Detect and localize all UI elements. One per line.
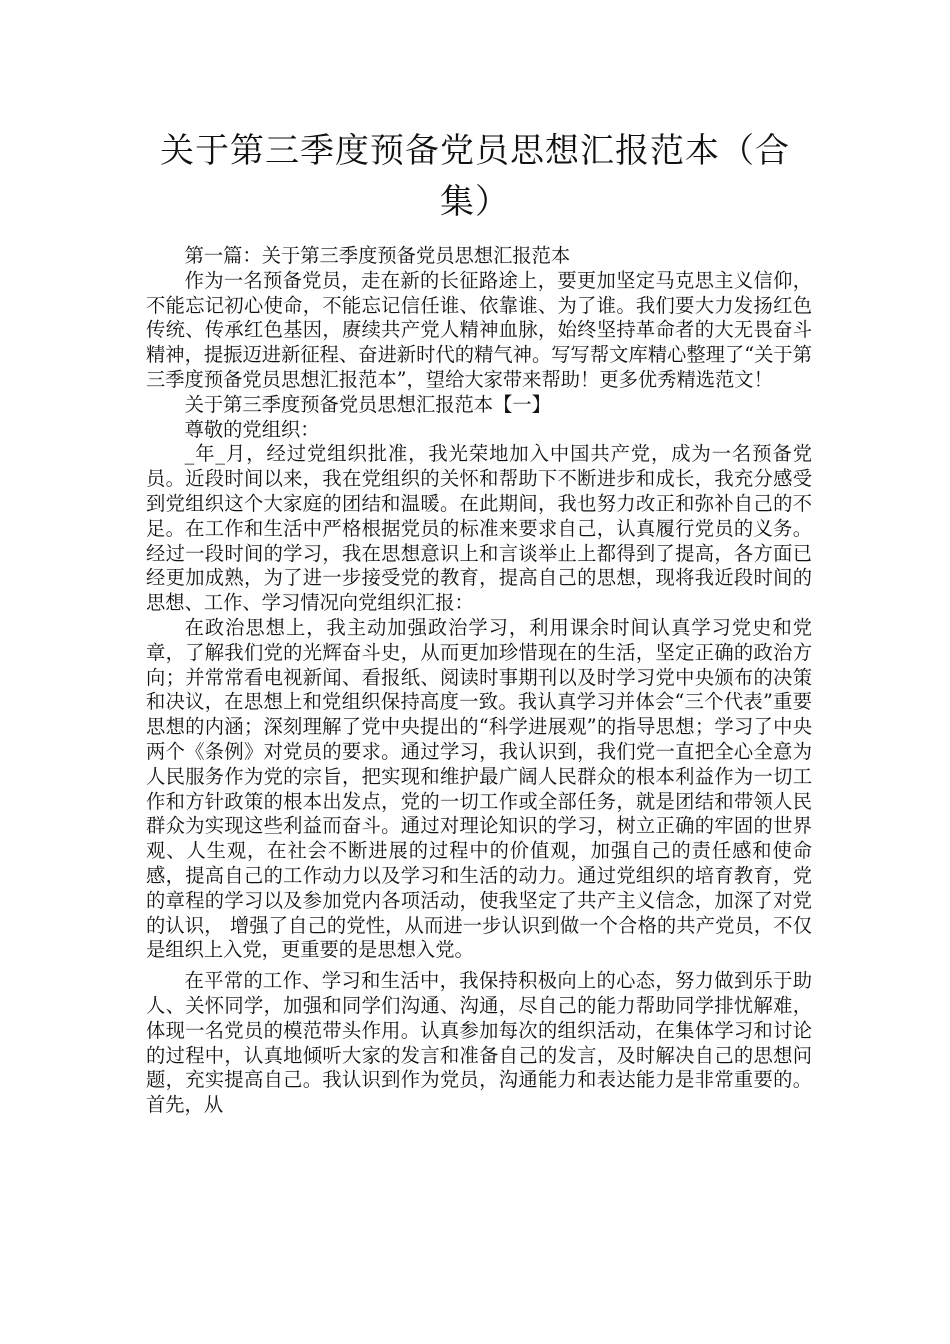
section-heading: 第一篇：关于第三季度预备党员思想汇报范本 (184, 244, 571, 267)
body-paragraph: 在政治思想上，我主动加强政治学习，利用课余时间认真学习党史和党章，了解我们党的光辉奋斗史，从而更加珍惜现在的生活，坚定正确的政治方向；并常常看电视新闻、看报纸、阅读时事期刊以及时学习党中央颁布的决策和决议，在思想上和党组织保持高度一致。我认真学习并体会“三个代表”重要思想的内涵；深刻理解了党中央提出的“科学进展观”的指导思想；学习了中央两个《条例》对党员的要求。通过学习，我认识到，我们党一直把全心全意为人民服务作为党的宗旨，把实现和维护最广阔人民群众的根本利益作为一切工作和方针政策的根本出发点，党的一切工作或全部任务，就是团结和带领人民群众为实现这些利益而奋斗。通过对理论知识的学习，树立正确的牢固的世界观、人生观，在社会不断进展的过程中的价值观，加强自己的责任感和使命感，提高自己的工作动力以及学习和生活的动力。通过党组织的培育教育，党的章程的学习以及参加党内各项活动，使我坚定了共产主义信念，加深了对党的认识， 增强了自己的党性，从而进一步认识到做一个合格的共产党员，不仅是组织上入党，更重要的是思想入党。 (146, 615, 812, 962)
subsection-heading: 关于第三季度预备党员思想汇报范本【一】 (184, 392, 551, 416)
document-body (146, 244, 812, 1118)
document-title: 关于第三季度预备党员思想汇报范本（合集） (160, 131, 790, 222)
intro-paragraph: 作为一名预备党员，走在新的长征路途上，要更加坚定马克思主义信仰，不能忘记初心使命，不能忘记信任谁、依靠谁、为了谁。我们要大力发扬红色传统、传承红色基因，赓续共产党人精神血脉，始终坚持革命者的大无畏奋斗精神，提振迈进新征程、奋进新时代的精气神。写写帮文库精心整理了“关于第三季度预备党员思想汇报范本”，望给大家带来帮助！更多优秀精选范文！ (146, 268, 812, 391)
body-paragraph: 在平常的工作、学习和生活中，我保持积极向上的心态，努力做到乐于助人、关怀同学，加强和同学们沟通、沟通，尽自己的能力帮助同学排忧解难，体现一名党员的模范带头作用。认真参加每次的组织活动，在集体学习和讨论的过程中，认真地倾听大家的发言和准备自己的发言，及时解决自己的思想问题，充实提高自己。我认识到作为党员，沟通能力和表达能力是非常重要的。首先，从 (146, 969, 812, 1117)
salutation: 尊敬的党组织： (184, 417, 320, 441)
body-paragraph: _年_月，经过党组织批准，我光荣地加入中国共产党，成为一名预备党员。近段时间以来，我在党组织的关怀和帮助下不断进步和成长，我充分感受到党组织这个大家庭的团结和温暖。在此期间，我也努力改正和弥补自己的不足。在工作和生活中严格根据党员的标准来要求自己，认真履行党员的义务。经过一段时间的学习，我在思想意识上和言谈举止上都得到了提高，各方面已经更加成熟，为了进一步接受党的教育，提高自己的思想，现将我近段时间的思想、工作、学习情况向党组织汇报： (146, 442, 812, 615)
